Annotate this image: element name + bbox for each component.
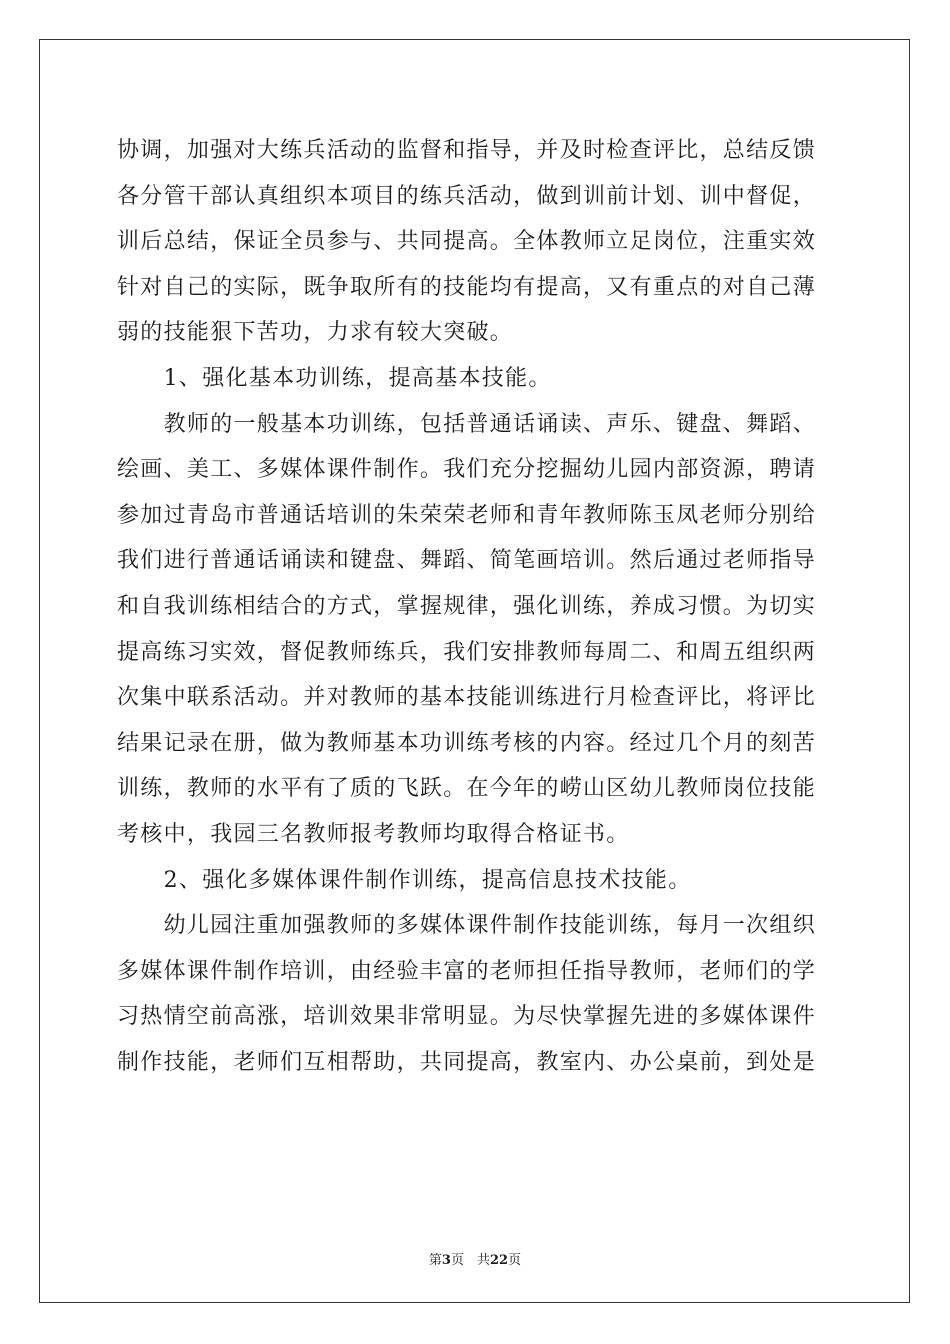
document-body	[117, 128, 837, 1085]
text-line: 教师的一般基本功训练，包括普通话诵读、声乐、键盘、舞蹈、	[117, 411, 817, 437]
text-line: 考核中，我园三名教师报考教师均取得合格证书。	[117, 821, 630, 847]
text-line: 训后总结，保证全员参与、共同提高。全体教师立足岗位，注重实效	[117, 229, 817, 255]
footer-suffix: 页	[508, 1253, 522, 1268]
text-line: 各分管干部认真组织本项目的练兵活动，做到训前计划、训中督促，	[117, 183, 817, 209]
text-line: 制作技能，老师们互相帮助，共同提高，教室内、办公桌前，到处是	[117, 1049, 817, 1075]
text-line: 习热情空前高涨，培训效果非常明显。为尽快掌握先进的多媒体课件	[117, 1004, 817, 1030]
text-line: 多媒体课件制作培训，由经验丰富的老师担任指导教师，老师们的学	[117, 958, 817, 984]
footer-middle: 页 共	[450, 1253, 490, 1268]
text-line: 协调，加强对大练兵活动的监督和指导，并及时检查评比，总结反馈	[117, 138, 817, 163]
total-pages-number: 22	[489, 1253, 509, 1268]
footer-prefix: 第	[428, 1253, 442, 1268]
text-line: 幼儿园注重加强教师的多媒体课件制作技能训练，每月一次组织	[117, 913, 817, 939]
text-line: 针对自己的实际，既争取所有的技能均有提高，又有重点的对自己薄	[117, 274, 817, 300]
section-heading: 1、强化基本功训练，提高基本技能。	[117, 365, 552, 391]
text-line: 绘画、美工、多媒体课件制作。我们充分挖掘幼儿园内部资源，聘请	[117, 457, 817, 483]
text-line: 参加过青岛市普通话培训的朱荣荣老师和青年教师陈玉凤老师分别给	[117, 502, 817, 528]
section-heading: 2、强化多媒体课件制作训练，提高信息技术技能。	[117, 867, 692, 893]
text-line: 结果记录在册，做为教师基本功训练考核的内容。经过几个月的刻苦	[117, 730, 817, 756]
text-line: 次集中联系活动。并对教师的基本技能训练进行月检查评比，将评比	[117, 685, 817, 711]
text-line: 和自我训练相结合的方式，掌握规律，强化训练，养成习惯。为切实	[117, 593, 817, 619]
text-line: 弱的技能狠下苦功，力求有较大突破。	[117, 320, 514, 346]
text-line: 我们进行普通话诵读和键盘、舞蹈、简笔画培训。然后通过老师指导	[117, 548, 817, 574]
page-footer	[0, 1249, 950, 1268]
text-line: 训练，教师的水平有了质的飞跃。在今年的崂山区幼儿教师岗位技能	[117, 776, 817, 802]
current-page-number: 3	[441, 1253, 451, 1268]
text-line: 提高练习实效，督促教师练兵，我们安排教师每周二、和周五组织两	[117, 639, 817, 665]
